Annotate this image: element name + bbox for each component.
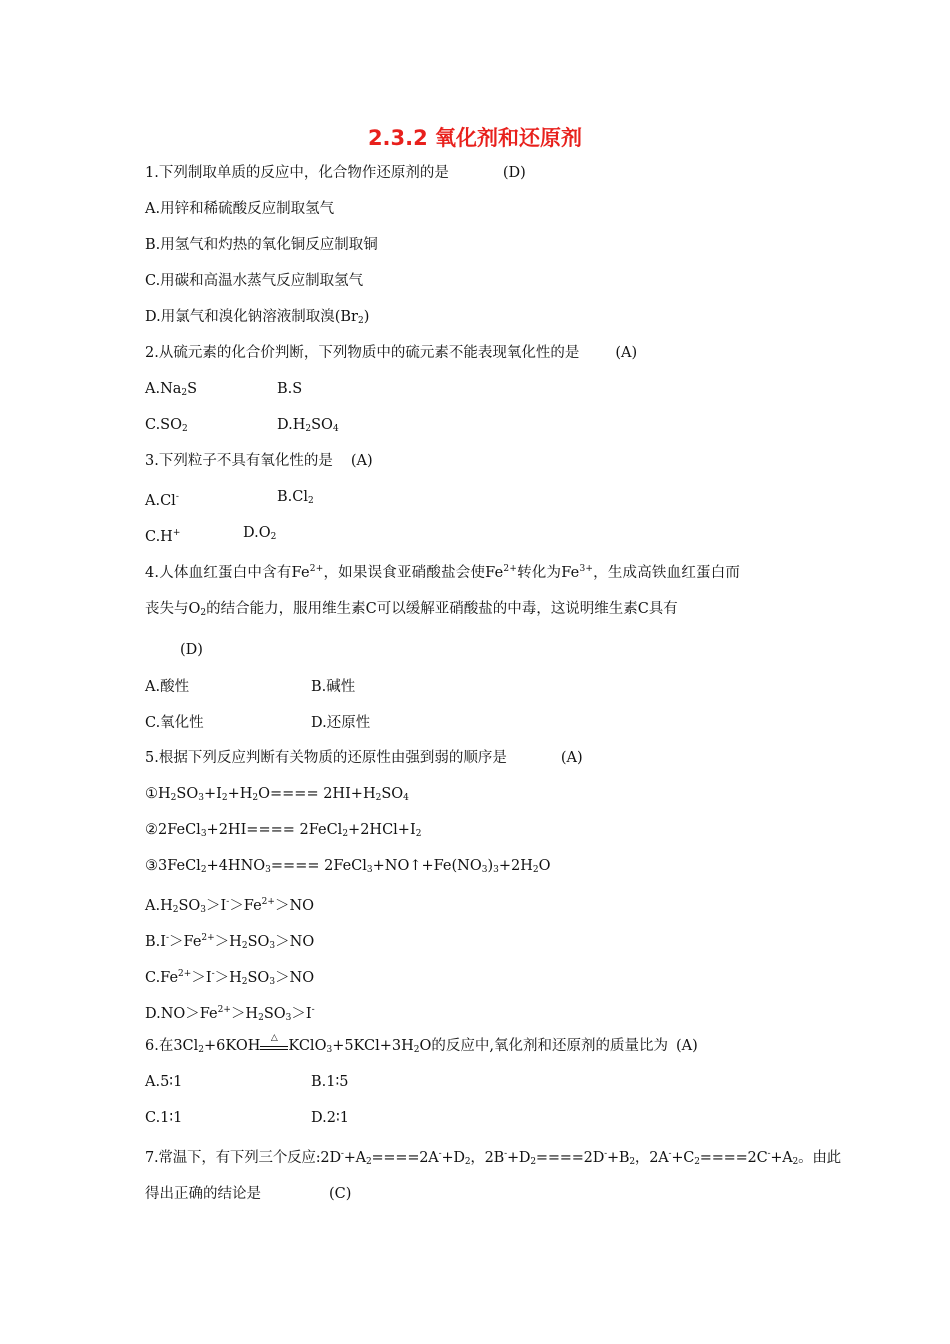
text-fragment: +A [770, 1150, 793, 1166]
text-fragment: - [504, 1149, 507, 1159]
text-fragment: ②2FeCl [145, 822, 201, 838]
text-fragment: 2 [342, 829, 349, 839]
text-fragment: SO [178, 898, 201, 914]
text-fragment: 3 [366, 865, 373, 875]
text-fragment: 3 [481, 865, 488, 875]
text-fragment: SO [247, 934, 270, 950]
question-4-stem-line-1 [145, 559, 740, 583]
text-fragment: 6.在3Cl [145, 1038, 199, 1054]
text-fragment: 4.人体血红蛋白中含有Fe [145, 565, 310, 581]
text-fragment: +2H [498, 858, 533, 874]
text-fragment: - [438, 1149, 442, 1159]
text-fragment: ＞NO [274, 898, 315, 914]
text-fragment: SO [311, 417, 333, 433]
text-fragment: SO [263, 1006, 286, 1022]
text-fragment: 3 [198, 793, 204, 803]
text-fragment: 2 [181, 388, 188, 398]
text-fragment: 2 [241, 941, 248, 951]
text-fragment: 2 [413, 1045, 420, 1055]
text-fragment: ＞I [291, 1006, 312, 1022]
text-fragment: 转化为Fe [517, 565, 580, 581]
text-fragment: 2 [365, 1157, 372, 1167]
text-fragment: +2HI==== 2FeCl [206, 822, 343, 838]
answer: (D) [502, 165, 526, 181]
question-6-stem [145, 1033, 698, 1060]
text-fragment: +H [227, 786, 253, 802]
text-fragment: 4 [332, 424, 339, 434]
text-fragment: +I [203, 786, 222, 802]
text-fragment: 2 [182, 424, 188, 434]
text-fragment: +C [671, 1150, 695, 1166]
text-fragment: ，如果误食亚硝酸盐会使Fe [323, 565, 504, 581]
text-fragment: ，生成高铁血红蛋白而 [593, 565, 741, 581]
text-fragment: 2 [170, 793, 177, 803]
text-fragment: B.I [145, 934, 166, 950]
text-fragment: 2+ [178, 969, 192, 979]
text-fragment: 3 [269, 977, 276, 987]
text-fragment: 2 [357, 316, 364, 326]
text-fragment: - [340, 1149, 344, 1159]
text-fragment: A.Cl [145, 493, 176, 509]
text-fragment: - [767, 1149, 771, 1159]
text-fragment: 2 [200, 865, 207, 875]
text-fragment: ＞Fe [229, 898, 262, 914]
reaction-3 [145, 856, 551, 880]
text-fragment: +2HCl+I [348, 822, 416, 838]
question-7-stem-line-1 [145, 1144, 841, 1172]
text-fragment: +5KCl+3H [332, 1038, 414, 1054]
text-fragment: 3 [493, 865, 499, 875]
text-fragment: 3.下列粒子不具有氧化性的是 [145, 453, 333, 469]
text-fragment: - [211, 969, 215, 979]
text-fragment: 4 [403, 793, 409, 803]
text-fragment: 。由此 [798, 1150, 841, 1166]
option-c: C.用碳和高温水蒸气反应制取氢气 [145, 273, 364, 289]
option-d [243, 523, 276, 547]
text-fragment: ＞NO [275, 934, 315, 950]
question-1-stem [145, 163, 526, 183]
option-d [145, 307, 369, 331]
text-fragment: ====2A [371, 1150, 439, 1166]
text-fragment: ，2A [634, 1150, 669, 1166]
text-fragment: 2+ [309, 564, 324, 574]
text-fragment: ①H [145, 786, 171, 802]
text-fragment: SO [381, 786, 404, 802]
question-3-stem [145, 451, 373, 471]
text-fragment: 的结合能力，服用维生素C可以缓解亚硝酸盐的中毒，这说明维生素C具有 [206, 601, 678, 617]
option-c [145, 964, 314, 992]
question-5-stem [145, 748, 583, 768]
option-b: B.用氢气和灼热的氧化铜反应制取铜 [145, 237, 378, 253]
option-c [145, 523, 180, 547]
question-2-stem [145, 343, 637, 363]
heat-condition-sign [260, 1033, 288, 1050]
text-fragment: - [311, 1005, 315, 1015]
text-fragment: + [172, 528, 181, 538]
option-a: A.酸性 [145, 679, 190, 695]
text-fragment: +A [343, 1150, 366, 1166]
text-fragment: 2 [792, 1157, 799, 1167]
text-fragment: 2 [252, 793, 259, 803]
text-fragment: ====2C [699, 1150, 768, 1166]
option-b [277, 487, 314, 511]
option-a: A.5∶1 [145, 1074, 183, 1090]
text-fragment: △ [270, 1033, 278, 1043]
text-fragment: 2 [375, 793, 382, 803]
text-fragment: ＞Fe [169, 934, 202, 950]
text-fragment: SO [247, 970, 270, 986]
answer: (A) [615, 345, 638, 361]
option-a: A.用锌和稀硫酸反应制取氢气 [145, 201, 335, 217]
text-fragment: 5.根据下列反应判断有关物质的还原性由强到弱的顺序是 [145, 750, 507, 766]
text-fragment: KClO [288, 1038, 327, 1054]
text-fragment: D.用氯气和溴化钠溶液制取溴(Br [145, 309, 358, 325]
text-fragment: S [187, 381, 198, 397]
option-d: D.还原性 [311, 715, 371, 731]
text-fragment: 2+ [217, 1005, 231, 1015]
text-fragment: - [175, 492, 179, 502]
text-fragment: 3 [326, 1045, 333, 1055]
text-fragment: +B [606, 1150, 630, 1166]
text-fragment: 2 [464, 1157, 471, 1167]
text-fragment: 2 [270, 532, 277, 542]
option-c: C.氧化性 [145, 715, 204, 731]
text-fragment: 2 [415, 829, 422, 839]
text-fragment: 2 [198, 1045, 205, 1055]
text-fragment: ＞H [230, 1006, 259, 1022]
text-fragment: ＞NO [275, 970, 315, 986]
text-fragment: ＞H [214, 970, 242, 986]
text-fragment: D.NO＞Fe [145, 1006, 218, 1022]
text-fragment: 2 [530, 1157, 536, 1167]
text-fragment: +D [506, 1150, 531, 1166]
text-fragment: 3 [285, 1013, 292, 1023]
text-fragment: 2 [221, 793, 228, 803]
option-b [145, 928, 314, 956]
text-fragment: 2 [172, 905, 179, 915]
text-fragment: - [604, 1149, 607, 1159]
text-fragment: ＞H [214, 934, 242, 950]
text-fragment: A.Na [145, 381, 182, 397]
text-fragment: C.H [145, 529, 173, 545]
text-fragment: 2+ [503, 564, 518, 574]
answer: (C) [329, 1186, 352, 1202]
option-b: B.1∶5 [311, 1074, 349, 1090]
text-fragment: D.O [243, 525, 271, 541]
text-fragment: - [166, 933, 170, 943]
text-fragment: 3 [200, 829, 207, 839]
text-fragment: ==== 2FeCl [270, 858, 367, 874]
text-fragment: B.Cl [277, 489, 308, 505]
option-a [145, 892, 314, 920]
option-b: B.碱性 [311, 679, 356, 695]
text-fragment: ＞I [191, 970, 212, 986]
text-fragment: 2.从硫元素的化合价判断，下列物质中的硫元素不能表现氧化性的是 [145, 345, 580, 361]
text-fragment: ③3FeCl [145, 858, 201, 874]
page-title: 2.3.2 氧化剂和还原剂 [367, 126, 583, 150]
text-fragment: - [668, 1149, 672, 1159]
text-fragment: ＞I [206, 898, 227, 914]
text-fragment: ====2D [535, 1150, 605, 1166]
text-fragment: O [538, 858, 551, 874]
text-fragment: 2+ [201, 933, 215, 943]
text-fragment: 1.下列制取单质的反应中，化合物作还原剂的是 [145, 165, 449, 181]
answer: (A) [350, 453, 373, 469]
question-7-stem-line-2 [145, 1184, 351, 1204]
text-fragment: 2 [305, 424, 312, 434]
text-fragment: A.H [145, 898, 173, 914]
option-d [145, 1000, 315, 1028]
option-b: B.S [277, 381, 303, 397]
text-fragment: 2 [629, 1157, 635, 1167]
option-d [277, 415, 339, 439]
text-fragment: +6KOH [204, 1038, 261, 1054]
option-c: C.1∶1 [145, 1110, 183, 1126]
text-fragment: 3 [200, 905, 207, 915]
text-fragment: SO [176, 786, 199, 802]
text-fragment: +NO↑+Fe(NO [372, 858, 482, 874]
text-fragment: 3 [265, 865, 271, 875]
text-fragment: 2 [241, 977, 248, 987]
text-fragment: 2 [308, 496, 314, 506]
option-a [145, 487, 179, 511]
text-fragment: D.H [277, 417, 306, 433]
question-4-stem-line-2 [145, 599, 678, 623]
text-fragment: 3+ [579, 564, 594, 574]
text-fragment: O==== 2HI+H [258, 786, 376, 802]
option-d: D.2∶1 [311, 1110, 349, 1126]
text-fragment: ) [487, 858, 494, 874]
text-fragment: 7.常温下，有下列三个反应:2D [145, 1150, 341, 1166]
text-fragment: 得出正确的结论是 [145, 1186, 261, 1202]
answer: (A) [560, 750, 583, 766]
text-fragment: O的反应中,氧化剂和还原剂的质量比为 [419, 1038, 668, 1054]
text-fragment: - [226, 897, 230, 907]
option-c [145, 415, 188, 439]
text-fragment: C.SO [145, 417, 183, 433]
text-fragment: C.Fe [145, 970, 179, 986]
text-fragment: +4HNO [206, 858, 266, 874]
reaction-2 [145, 820, 421, 844]
text-fragment: ) [363, 309, 370, 325]
text-fragment: 2 [200, 608, 207, 618]
text-fragment: ，2B [470, 1150, 505, 1166]
text-fragment: 2 [258, 1013, 264, 1023]
text-fragment: 2 [532, 865, 539, 875]
reaction-1 [145, 784, 409, 808]
answer: (A) [676, 1038, 698, 1054]
text-fragment: 丧失与O [145, 601, 201, 617]
answer: (D) [180, 642, 203, 658]
text-fragment: +D [441, 1150, 465, 1166]
text-fragment: 2+ [261, 897, 275, 907]
text-fragment: 2 [694, 1157, 700, 1167]
option-a [145, 379, 197, 403]
text-fragment: 3 [269, 941, 276, 951]
